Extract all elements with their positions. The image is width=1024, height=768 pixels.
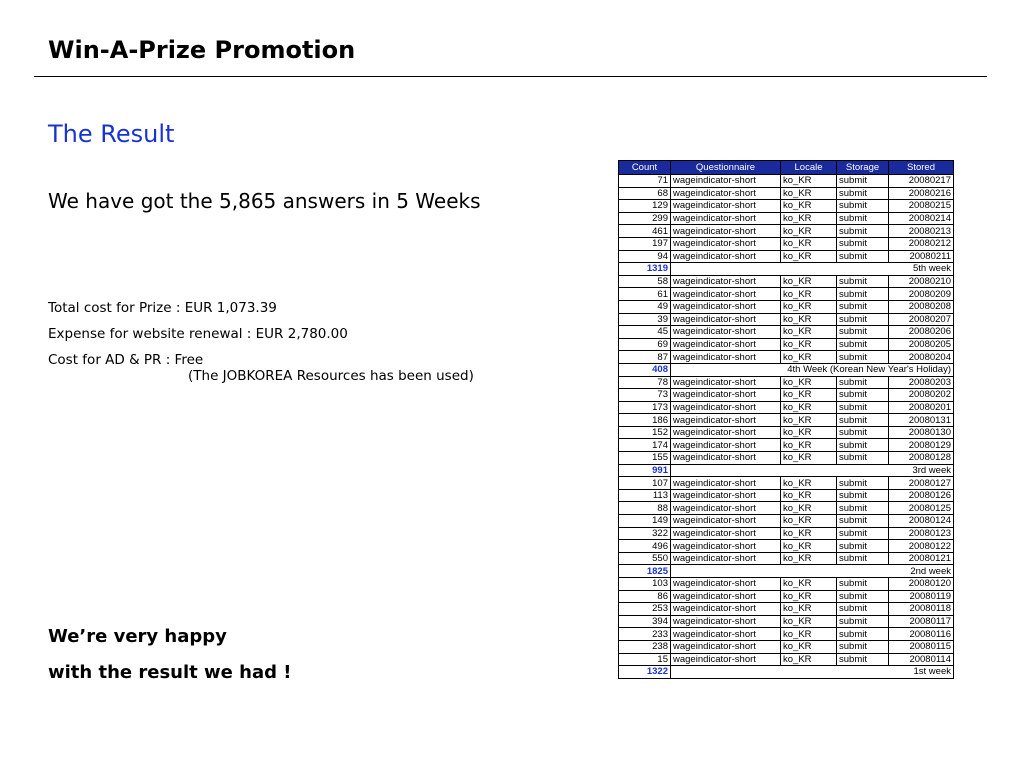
- table-cell: submit: [837, 225, 889, 238]
- table-row: [619, 653, 954, 666]
- table-row: [619, 615, 954, 628]
- table-cell: ko_KR: [781, 540, 837, 553]
- table-cell: wageindicator-short: [671, 615, 781, 628]
- table-row: [619, 275, 954, 288]
- table-cell: submit: [837, 540, 889, 553]
- table-cell: wageindicator-short: [671, 640, 781, 653]
- table-cell: ko_KR: [781, 389, 837, 402]
- table-cell: wageindicator-short: [671, 527, 781, 540]
- table-cell: 45: [619, 326, 671, 339]
- table-cell: 20080129: [889, 439, 954, 452]
- table-cell: wageindicator-short: [671, 552, 781, 565]
- header-count: Count: [619, 161, 671, 175]
- table-cell: 68: [619, 187, 671, 200]
- table-cell: 20080120: [889, 578, 954, 591]
- table-cell: ko_KR: [781, 275, 837, 288]
- table-cell: submit: [837, 515, 889, 528]
- table-cell: 149: [619, 515, 671, 528]
- table-cell: submit: [837, 376, 889, 389]
- table-cell: ko_KR: [781, 426, 837, 439]
- table-cell: 20080114: [889, 653, 954, 666]
- table-cell: submit: [837, 628, 889, 641]
- table-cell: wageindicator-short: [671, 502, 781, 515]
- table-cell: wageindicator-short: [671, 187, 781, 200]
- table-row: [619, 313, 954, 326]
- table-cell: 20080201: [889, 401, 954, 414]
- week-total-count: 1825: [619, 565, 671, 578]
- table-row: [619, 477, 954, 490]
- table-cell: ko_KR: [781, 489, 837, 502]
- table-cell: ko_KR: [781, 502, 837, 515]
- table-cell: 20080205: [889, 338, 954, 351]
- table-row: [619, 489, 954, 502]
- week-label: 4th Week (Korean New Year's Holiday): [671, 363, 954, 376]
- table-cell: 20080116: [889, 628, 954, 641]
- slide-title: Win-A-Prize Promotion: [48, 36, 356, 64]
- table-cell: wageindicator-short: [671, 452, 781, 465]
- closing-message: [48, 626, 291, 698]
- table-row: [619, 452, 954, 465]
- table-cell: 20080213: [889, 225, 954, 238]
- week-label: 2nd week: [671, 565, 954, 578]
- table-row: [619, 527, 954, 540]
- table-cell: ko_KR: [781, 225, 837, 238]
- table-cell: submit: [837, 426, 889, 439]
- week-total-row: [619, 666, 954, 679]
- week-total-row: [619, 565, 954, 578]
- table-row: [619, 502, 954, 515]
- table-cell: submit: [837, 414, 889, 427]
- table-row: [619, 515, 954, 528]
- week-total-row: [619, 464, 954, 477]
- table-cell: submit: [837, 401, 889, 414]
- table-cell: 20080123: [889, 527, 954, 540]
- table-cell: 20080126: [889, 489, 954, 502]
- table-cell: wageindicator-short: [671, 275, 781, 288]
- table-cell: ko_KR: [781, 578, 837, 591]
- table-row: [619, 225, 954, 238]
- table-cell: wageindicator-short: [671, 401, 781, 414]
- table-row: [619, 351, 954, 364]
- table-cell: ko_KR: [781, 653, 837, 666]
- table-cell: submit: [837, 338, 889, 351]
- table-body: [619, 175, 954, 679]
- table-cell: 20080202: [889, 389, 954, 402]
- table-row: [619, 338, 954, 351]
- table-cell: 15: [619, 653, 671, 666]
- table-cell: 58: [619, 275, 671, 288]
- table-row: [619, 414, 954, 427]
- table-cell: ko_KR: [781, 300, 837, 313]
- table-cell: submit: [837, 326, 889, 339]
- website-cost-text: Expense for website renewal : EUR 2,780.00: [48, 326, 348, 342]
- table-cell: submit: [837, 653, 889, 666]
- table-cell: 20080128: [889, 452, 954, 465]
- table-cell: 550: [619, 552, 671, 565]
- title-divider: [34, 76, 987, 77]
- table-cell: wageindicator-short: [671, 603, 781, 616]
- table-cell: ko_KR: [781, 376, 837, 389]
- table-cell: 20080118: [889, 603, 954, 616]
- table-cell: 39: [619, 313, 671, 326]
- table-cell: wageindicator-short: [671, 477, 781, 490]
- table-cell: wageindicator-short: [671, 439, 781, 452]
- table-row: [619, 187, 954, 200]
- table-cell: 233: [619, 628, 671, 641]
- table-cell: wageindicator-short: [671, 489, 781, 502]
- table-cell: 20080124: [889, 515, 954, 528]
- table-cell: ko_KR: [781, 200, 837, 213]
- table-row: [619, 250, 954, 263]
- table-cell: submit: [837, 237, 889, 250]
- table-cell: wageindicator-short: [671, 313, 781, 326]
- table-row: [619, 175, 954, 188]
- table-row: [619, 540, 954, 553]
- table-cell: 20080214: [889, 212, 954, 225]
- table-cell: submit: [837, 288, 889, 301]
- table-cell: submit: [837, 175, 889, 188]
- table-row: [619, 200, 954, 213]
- table-cell: ko_KR: [781, 351, 837, 364]
- table-cell: 20080215: [889, 200, 954, 213]
- table-cell: wageindicator-short: [671, 300, 781, 313]
- table-cell: wageindicator-short: [671, 426, 781, 439]
- table-cell: submit: [837, 502, 889, 515]
- table-cell: submit: [837, 275, 889, 288]
- table-cell: wageindicator-short: [671, 250, 781, 263]
- table-cell: submit: [837, 200, 889, 213]
- table-cell: 69: [619, 338, 671, 351]
- table-cell: wageindicator-short: [671, 237, 781, 250]
- table-row: [619, 628, 954, 641]
- table-row: [619, 300, 954, 313]
- table-cell: 86: [619, 590, 671, 603]
- table-cell: submit: [837, 489, 889, 502]
- table-cell: ko_KR: [781, 452, 837, 465]
- table-cell: ko_KR: [781, 615, 837, 628]
- table-cell: ko_KR: [781, 628, 837, 641]
- table-cell: ko_KR: [781, 552, 837, 565]
- closing-line-2: with the result we had !: [48, 662, 292, 683]
- table-cell: ko_KR: [781, 477, 837, 490]
- table-cell: 197: [619, 237, 671, 250]
- table-cell: ko_KR: [781, 237, 837, 250]
- table-row: [619, 578, 954, 591]
- table-cell: 394: [619, 615, 671, 628]
- table-cell: wageindicator-short: [671, 515, 781, 528]
- table-cell: 461: [619, 225, 671, 238]
- headline-text: We have got the 5,865 answers in 5 Weeks: [48, 189, 481, 213]
- table-cell: ko_KR: [781, 590, 837, 603]
- table-row: [619, 326, 954, 339]
- table-cell: wageindicator-short: [671, 376, 781, 389]
- results-table-container: [618, 160, 954, 679]
- table-cell: submit: [837, 212, 889, 225]
- table-cell: submit: [837, 615, 889, 628]
- section-heading: The Result: [48, 120, 175, 148]
- week-total-count: 408: [619, 363, 671, 376]
- table-cell: wageindicator-short: [671, 225, 781, 238]
- table-row: [619, 439, 954, 452]
- table-cell: wageindicator-short: [671, 590, 781, 603]
- table-cell: 20080210: [889, 275, 954, 288]
- table-cell: submit: [837, 389, 889, 402]
- week-total-row: [619, 263, 954, 276]
- table-header-row: [619, 161, 954, 175]
- week-total-count: 1319: [619, 263, 671, 276]
- week-label: 3rd week: [671, 464, 954, 477]
- table-cell: submit: [837, 452, 889, 465]
- table-cell: wageindicator-short: [671, 351, 781, 364]
- table-row: [619, 640, 954, 653]
- results-table: [618, 160, 954, 679]
- table-cell: 73: [619, 389, 671, 402]
- table-cell: submit: [837, 603, 889, 616]
- table-cell: submit: [837, 552, 889, 565]
- table-cell: 103: [619, 578, 671, 591]
- table-cell: submit: [837, 477, 889, 490]
- table-cell: 20080207: [889, 313, 954, 326]
- week-total-count: 991: [619, 464, 671, 477]
- table-cell: ko_KR: [781, 313, 837, 326]
- table-cell: submit: [837, 313, 889, 326]
- table-cell: submit: [837, 640, 889, 653]
- table-cell: ko_KR: [781, 603, 837, 616]
- table-cell: ko_KR: [781, 326, 837, 339]
- week-label: 1st week: [671, 666, 954, 679]
- table-cell: 88: [619, 502, 671, 515]
- resource-note: (The JOBKOREA Resources has been used): [188, 368, 474, 384]
- table-cell: ko_KR: [781, 187, 837, 200]
- table-cell: wageindicator-short: [671, 326, 781, 339]
- table-cell: wageindicator-short: [671, 578, 781, 591]
- table-cell: wageindicator-short: [671, 200, 781, 213]
- table-cell: 20080203: [889, 376, 954, 389]
- header-questionnaire: Questionnaire: [671, 161, 781, 175]
- table-cell: wageindicator-short: [671, 628, 781, 641]
- prize-cost-text: Total cost for Prize : EUR 1,073.39: [48, 300, 277, 316]
- header-stored: Stored: [889, 161, 954, 175]
- table-cell: ko_KR: [781, 527, 837, 540]
- table-cell: 299: [619, 212, 671, 225]
- table-row: [619, 237, 954, 250]
- table-row: [619, 389, 954, 402]
- table-cell: 253: [619, 603, 671, 616]
- table-cell: wageindicator-short: [671, 212, 781, 225]
- table-cell: 20080206: [889, 326, 954, 339]
- table-cell: 20080122: [889, 540, 954, 553]
- table-cell: 20080204: [889, 351, 954, 364]
- table-cell: ko_KR: [781, 414, 837, 427]
- table-cell: 71: [619, 175, 671, 188]
- table-cell: ko_KR: [781, 212, 837, 225]
- table-cell: submit: [837, 187, 889, 200]
- table-cell: 107: [619, 477, 671, 490]
- table-cell: 322: [619, 527, 671, 540]
- table-cell: ko_KR: [781, 439, 837, 452]
- table-cell: 49: [619, 300, 671, 313]
- table-cell: submit: [837, 527, 889, 540]
- table-cell: ko_KR: [781, 175, 837, 188]
- week-label: 5th week: [671, 263, 954, 276]
- ad-cost-text: Cost for AD & PR : Free: [48, 352, 204, 368]
- table-row: [619, 288, 954, 301]
- table-cell: submit: [837, 439, 889, 452]
- table-cell: 94: [619, 250, 671, 263]
- table-cell: 113: [619, 489, 671, 502]
- table-cell: ko_KR: [781, 338, 837, 351]
- table-cell: ko_KR: [781, 288, 837, 301]
- table-cell: 186: [619, 414, 671, 427]
- table-cell: 20080209: [889, 288, 954, 301]
- header-locale: Locale: [781, 161, 837, 175]
- table-cell: submit: [837, 250, 889, 263]
- table-cell: wageindicator-short: [671, 288, 781, 301]
- table-cell: 20080130: [889, 426, 954, 439]
- table-cell: 87: [619, 351, 671, 364]
- table-row: [619, 426, 954, 439]
- table-row: [619, 401, 954, 414]
- table-cell: 20080131: [889, 414, 954, 427]
- table-cell: submit: [837, 300, 889, 313]
- table-cell: 155: [619, 452, 671, 465]
- table-row: [619, 603, 954, 616]
- table-cell: wageindicator-short: [671, 414, 781, 427]
- table-cell: 496: [619, 540, 671, 553]
- table-cell: ko_KR: [781, 401, 837, 414]
- table-cell: 173: [619, 401, 671, 414]
- table-cell: 20080217: [889, 175, 954, 188]
- table-cell: wageindicator-short: [671, 338, 781, 351]
- cost-summary: [48, 300, 474, 384]
- table-cell: 129: [619, 200, 671, 213]
- week-total-count: 1322: [619, 666, 671, 679]
- table-cell: submit: [837, 351, 889, 364]
- table-cell: submit: [837, 590, 889, 603]
- table-row: [619, 376, 954, 389]
- header-storage: Storage: [837, 161, 889, 175]
- table-cell: 20080125: [889, 502, 954, 515]
- table-row: [619, 552, 954, 565]
- table-cell: 78: [619, 376, 671, 389]
- table-cell: wageindicator-short: [671, 175, 781, 188]
- table-cell: ko_KR: [781, 250, 837, 263]
- table-cell: wageindicator-short: [671, 653, 781, 666]
- table-cell: 20080216: [889, 187, 954, 200]
- table-cell: 20080208: [889, 300, 954, 313]
- table-cell: 20080212: [889, 237, 954, 250]
- table-cell: 20080127: [889, 477, 954, 490]
- table-cell: ko_KR: [781, 515, 837, 528]
- week-total-row: [619, 363, 954, 376]
- table-cell: wageindicator-short: [671, 389, 781, 402]
- table-cell: 20080117: [889, 615, 954, 628]
- table-cell: 20080115: [889, 640, 954, 653]
- table-cell: 20080121: [889, 552, 954, 565]
- table-cell: ko_KR: [781, 640, 837, 653]
- table-cell: wageindicator-short: [671, 540, 781, 553]
- table-cell: 152: [619, 426, 671, 439]
- table-cell: 20080119: [889, 590, 954, 603]
- table-row: [619, 590, 954, 603]
- table-cell: submit: [837, 578, 889, 591]
- table-row: [619, 212, 954, 225]
- table-cell: 174: [619, 439, 671, 452]
- closing-line-1: We’re very happy: [48, 626, 227, 647]
- table-cell: 238: [619, 640, 671, 653]
- table-cell: 20080211: [889, 250, 954, 263]
- table-cell: 61: [619, 288, 671, 301]
